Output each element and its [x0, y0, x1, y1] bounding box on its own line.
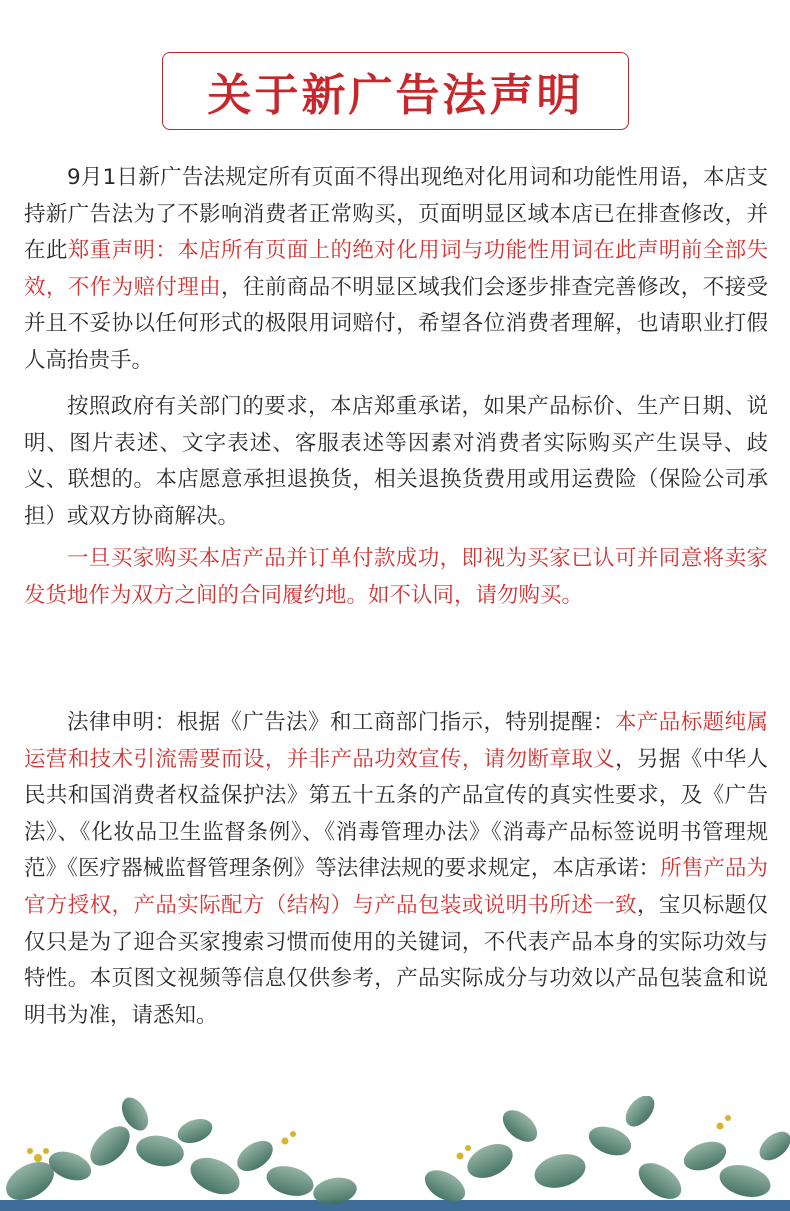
leaf-icon [632, 1156, 687, 1206]
flower-icon [43, 1148, 49, 1154]
notice-paragraph-1 [24, 160, 768, 380]
emphasis-segment: 一旦买家购买本店产品并订单付款成功，即视为买家已认可并同意将卖家发货地作为双方之间的合同履约地。如不认同，请勿购买。 [24, 546, 768, 608]
flower-icon [34, 1154, 42, 1162]
leaf-icon [620, 1096, 660, 1132]
flower-icon [465, 1145, 471, 1151]
flower-icon [725, 1115, 731, 1121]
leaf-icon [497, 1104, 543, 1148]
text-segment: 法律申明：根据《广告法》和工商部门指示，特别提醒： [67, 710, 615, 735]
emphasis-segment: 郑重声明：本店所有页面上的绝对化用词与功能性用词在此声明前全部失效，不作为赔付理由 [24, 238, 768, 300]
text-segment: ，往前商品不明显区域我们会逐步排查完善修改，不接受并且不妥协以任何形式的极限用词赔付，希望各位消费者理解，也请职业打假人高抬贵手。 [24, 274, 768, 373]
flower-icon [457, 1153, 464, 1160]
flower-icon [290, 1131, 296, 1137]
leaf-icon [185, 1151, 246, 1202]
title-box [162, 52, 629, 130]
flower-icon [27, 1148, 33, 1154]
flower-icon [282, 1138, 289, 1145]
leaf-icon [680, 1136, 730, 1175]
emphasis-segment: 所售产品为官方授权，产品实际配方（结构）与产品包装或说明书所述一致 [24, 856, 768, 918]
eucalyptus-foliage-decoration [0, 1096, 790, 1211]
legal-paragraph [24, 705, 768, 1034]
notice-paragraph-3 [24, 541, 768, 614]
leaf-icon [83, 1119, 137, 1173]
leaf-icon [531, 1149, 590, 1193]
blue-strip [0, 1200, 790, 1211]
leaf-icon [716, 1160, 774, 1202]
flower-icon [717, 1123, 724, 1130]
leaf-icon [754, 1126, 790, 1166]
leaf-icon [462, 1137, 518, 1184]
text-segment: 9月1日新广告法规定所有页面不得出现绝对化用词和功能性用语，本店支持新广告法为了不影响消费者正常购买，页面明显区域本店已在排查修改，并在此 [24, 165, 768, 264]
text-segment: ，宝贝标题仅仅只是为了迎合买家搜索习惯而使用的关键词，不代表产品本身的实际功效与特性。本页图文视频等信息仅供参考，产品实际成分与功效以产品包装盒和说明书为准，请悉知。 [24, 892, 768, 1028]
leaf-icon [174, 1115, 215, 1148]
emphasis-segment: 本产品标题纯属运营和技术引流需要而设，并非产品功效宣传，请勿断章取义 [24, 710, 768, 772]
notice-paragraph-2 [24, 389, 768, 535]
text-segment: 按照政府有关部门的要求，本店郑重承诺，如果产品标价、生产日期、说明、图片表述、文字表述、客服表述等因素对消费者实际购买产生误导、歧义、联想的。本店愿意承担退换货，相关退换货费用或用运费险（保险公司承担）或双方协商解决。 [24, 394, 768, 529]
page-title: 关于新广告法声明 [207, 70, 584, 121]
leaf-icon [585, 1121, 635, 1160]
leaf-icon [263, 1161, 317, 1200]
text-segment: ，另据《中华人民共和国消费者权益保护法》第五十五条的产品宣传的真实性要求，及《广告法》、《化妆品卫生监督条例》、《消毒管理办法》《消毒产品标签说明书管理规范》《医疗器械监督管理条例》等法律法规的要求规定，本店承诺： [24, 746, 768, 882]
